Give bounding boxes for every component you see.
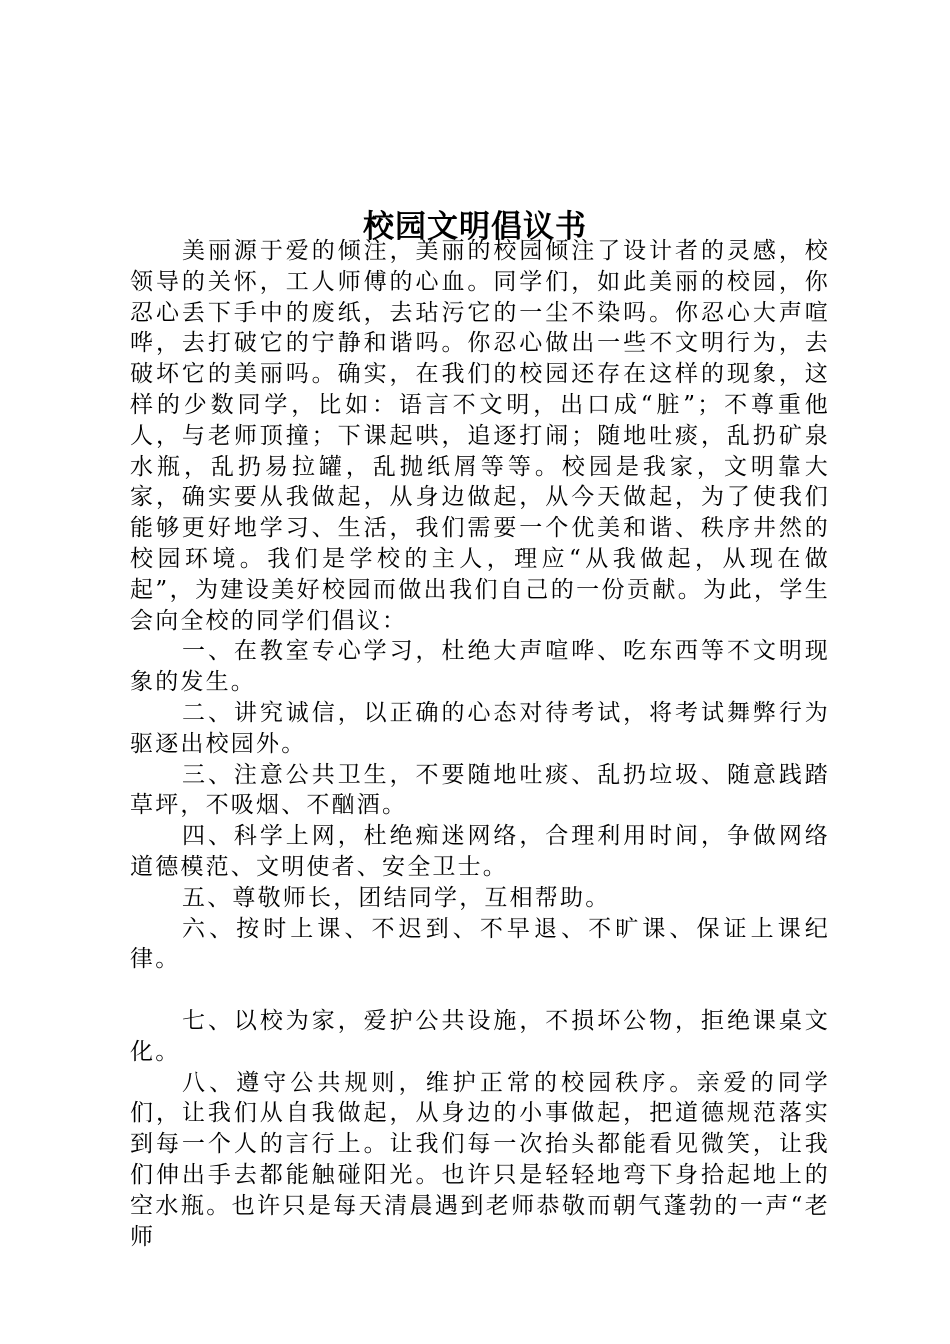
blank-line xyxy=(130,975,830,1006)
proposal-item-3: 三、注意公共卫生，不要随地吐痰、乱扔垃圾、随意践踏草坪，不吸烟、不酗酒。 xyxy=(130,761,830,819)
document-title: 校园文明倡议书 xyxy=(363,208,587,245)
document-body xyxy=(130,236,830,1252)
proposal-item-1: 一、在教室专心学习，杜绝大声喧哗、吃东西等不文明现象的发生。 xyxy=(130,638,830,696)
proposal-item-7: 七、以校为家，爱护公共设施，不损坏公物，拒绝课桌文化。 xyxy=(130,1007,830,1065)
proposal-item-2: 二、讲究诚信，以正确的心态对待考试，将考试舞弊行为驱逐出校园外。 xyxy=(130,699,830,757)
proposal-item-6: 六、按时上课、不迟到、不早退、不旷课、保证上课纪律。 xyxy=(130,915,830,973)
intro-paragraph: 美丽源于爱的倾注，美丽的校园倾注了设计者的灵感，校领导的关怀，工人师傅的心血。同学们，如此美丽的校园，你忍心丢下手中的废纸，去玷污它的一尘不染吗。你忍心大声喧哗，去打破它的宁静和谐吗。你忍心做出一些不文明行为，去破坏它的美丽吗。确实，在我们的校园还存在这样的现象，这样的少数同学，比如：语言不文明，出口成“脏”；不尊重他人，与老师顶撞；下课起哄，追逐打闹；随地吐痰，乱扔矿泉水瓶，乱扔易拉罐，乱抛纸屑等等。校园是我家，文明靠大家，确实要从我做起，从身边做起，从今天做起，为了使我们能够更好地学习、生活，我们需要一个优美和谐、秩序井然的校园环境。我们是学校的主人，理应“从我做起，从现在做起”，为建设美好校园而做出我们自己的一份贡献。为此，学生会向全校的同学们倡议： xyxy=(130,238,830,634)
proposal-item-5: 五、尊敬师长，团结同学，互相帮助。 xyxy=(182,884,611,911)
proposal-item-8: 八、遵守公共规则，维护正常的校园秩序。亲爱的同学们，让我们从自我做起，从身边的小事做起，把道德规范落实到每一个人的言行上。让我们每一次抬头都能看见微笑，让我们伸出手去都能触碰阳光。也许只是轻轻地弯下身拾起地上的空水瓶。也许只是每天清晨遇到老师恭敬而朝气蓬勃的一声“老师 xyxy=(130,1069,830,1250)
proposal-item-4: 四、科学上网，杜绝痴迷网络，合理利用时间，争做网络道德模范、文明使者、安全卫士。 xyxy=(130,823,830,880)
